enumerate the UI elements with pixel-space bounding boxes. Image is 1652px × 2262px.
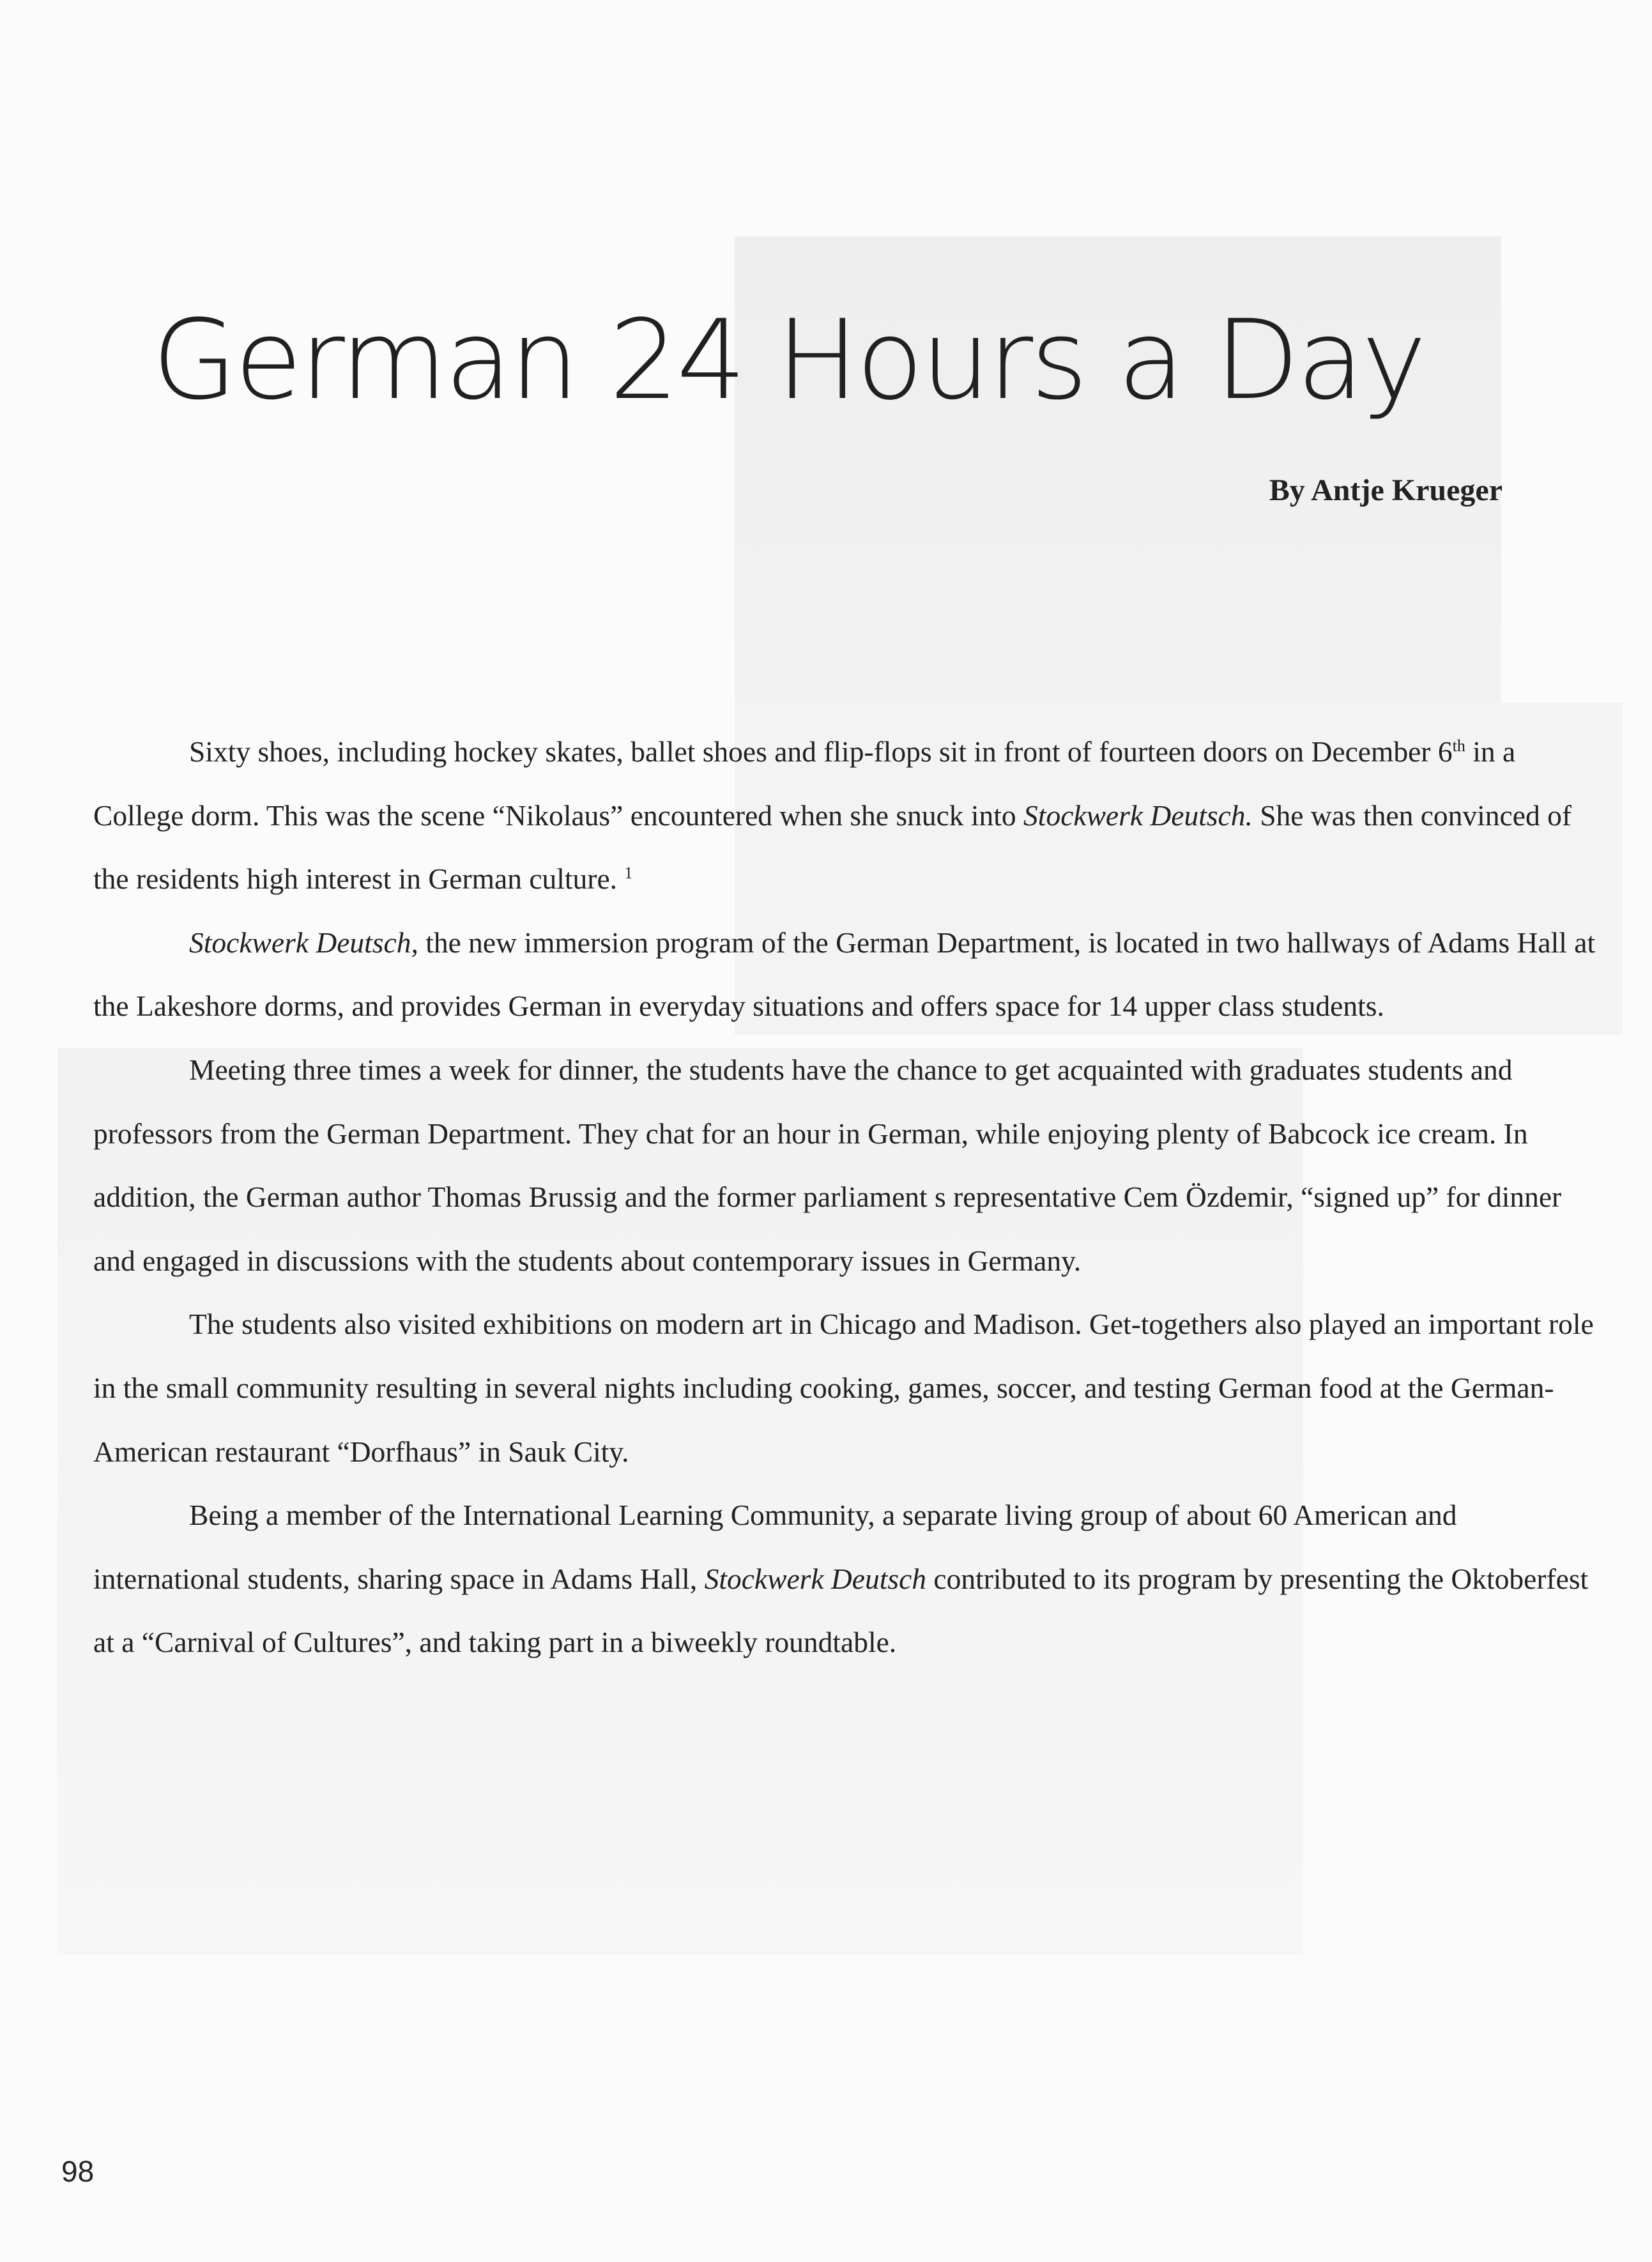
article-paragraph [93, 1038, 1607, 1292]
paragraph-text: Sixty shoes, including hockey skates, ballet shoes and flip-flops sit in front of fourteen doors on December 6 [189, 735, 1453, 768]
article-body [93, 720, 1607, 1674]
italic-text: Stockwerk Deutsch [704, 1562, 927, 1595]
paragraph-text: Being a member of the International Learning Community, a separate living group of about 60 American and international students, sharing space in Adams Hall, [93, 1499, 1457, 1595]
article-paragraph [93, 911, 1607, 1038]
paragraph-text: the new immersion program of the German Department, is located in two hallways of Adams Hall at the Lakeshore dorms, and provides German in everyday situations and offers space for 14 upper class students. [93, 926, 1596, 1023]
page-number: 98 [61, 2155, 95, 2188]
paragraph-text: The students also visited exhibitions on modern art in Chicago and Madison. Get-togethers also played an important role in the small community resulting in several nights including cooking, games, soccer, and testing German food at the German-American restaurant “Dorfhaus” in Sauk City. [93, 1308, 1594, 1468]
article-byline: By Antje Krueger [1269, 473, 1503, 507]
paragraph-text: contributed to its program by presenting the Oktoberfest at a “Carnival of Cultures”, and taking part in a biweekly roundtable. [93, 1562, 1589, 1659]
article-paragraph [93, 1292, 1607, 1483]
paragraph-text: She was then convinced of the residents high interest in German culture. [93, 799, 1572, 896]
italic-text: Stockwerk Deutsch, [189, 926, 418, 959]
paragraph-text: in a College dorm. This was the scene “Nikolaus” encountered when she snuck into [93, 735, 1516, 832]
italic-text: Stockwerk Deutsch. [1023, 799, 1253, 832]
superscript: 1 [624, 864, 633, 883]
article-paragraph [93, 1483, 1607, 1674]
article-title: German 24 Hours a Day [152, 296, 1425, 424]
article-paragraph [93, 720, 1607, 911]
superscript: th [1452, 736, 1465, 755]
paragraph-text: Meeting three times a week for dinner, the students have the chance to get acquainted with graduates students and professors from the German Department. They chat for an hour in German, while enjoying plenty of Babcock ice cream. In addition, the German author Thomas Brussig and the former parliament s representative Cem Özdemir, “signed up” for dinner and engaged in discussions with the students about contemporary issues in Germany. [93, 1053, 1562, 1277]
